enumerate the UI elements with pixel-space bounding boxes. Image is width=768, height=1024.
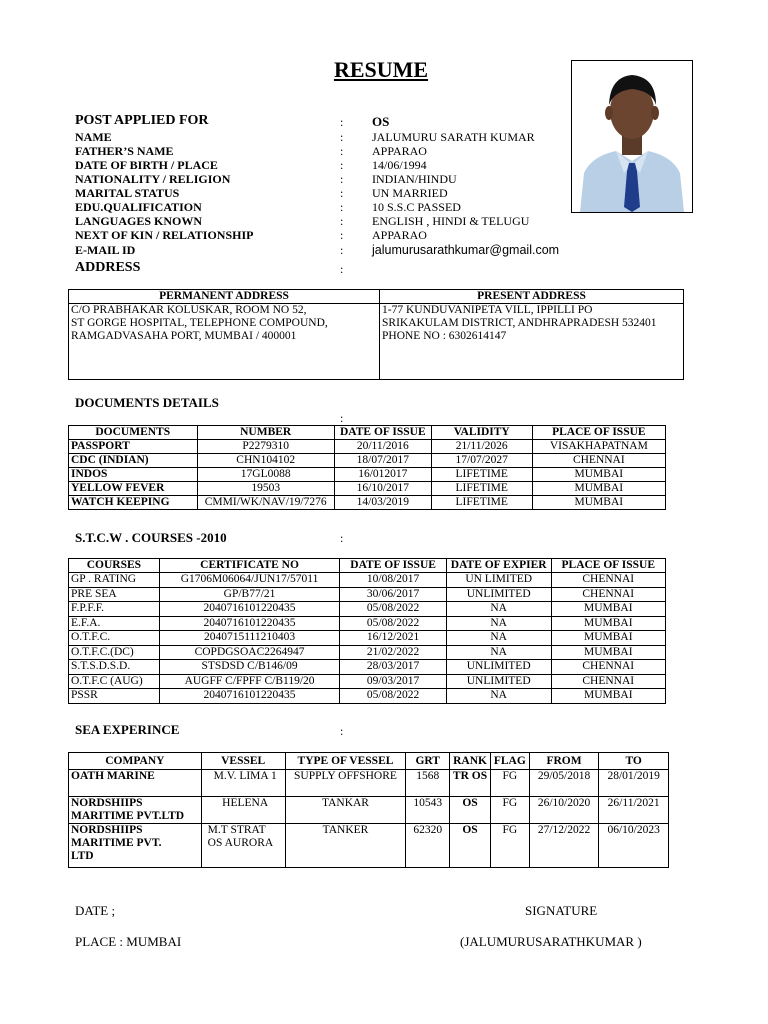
- table-cell: 28/01/2019: [599, 770, 669, 797]
- table-row: [69, 770, 669, 797]
- table-cell: NA: [446, 616, 551, 631]
- field-label: LANGUAGES KNOWN: [75, 214, 203, 228]
- table-cell: MUMBAI: [551, 631, 665, 646]
- field-label: NEXT OF KIN / RELATIONSHIP: [75, 228, 254, 242]
- table-cell: 62320: [406, 824, 450, 868]
- table-cell: SUPPLY OFFSHORE: [285, 770, 406, 797]
- table-cell: MUMBAI: [532, 482, 665, 496]
- table-cell: 2040716101220435: [159, 602, 340, 617]
- table-cell: [201, 797, 285, 824]
- field-colon: :: [340, 262, 344, 276]
- table-cell: 05/08/2022: [340, 616, 447, 631]
- column-header: CERTIFICATE NO: [159, 559, 340, 573]
- table-cell: CHN104102: [197, 454, 334, 468]
- present-address-cell: [380, 304, 684, 380]
- table-cell: GP/B77/21: [159, 587, 340, 602]
- table-cell: TR OS: [450, 770, 491, 797]
- field-label: DATE OF BIRTH / PLACE: [75, 158, 218, 172]
- documents-table: [68, 425, 666, 510]
- table-cell: 10/08/2017: [340, 573, 447, 588]
- field-colon: :: [340, 243, 344, 257]
- column-header: FROM: [529, 753, 599, 770]
- table-cell: [201, 770, 285, 797]
- table-cell: STSDSD C/B146/09: [159, 660, 340, 675]
- field-label: POST APPLIED FOR: [75, 113, 209, 128]
- table-header-row: [69, 753, 669, 770]
- table-row: [69, 496, 666, 510]
- field-colon: :: [340, 144, 344, 158]
- table-cell: TANKAR: [285, 797, 406, 824]
- table-cell: CHENNAI: [532, 454, 665, 468]
- table-cell: CDC (INDIAN): [69, 454, 198, 468]
- table-cell: 28/03/2017: [340, 660, 447, 675]
- cell-line: NORDSHIIPS: [71, 797, 143, 809]
- table-cell: [69, 797, 202, 824]
- table-row: [69, 454, 666, 468]
- table-cell: VISAKHAPATNAM: [532, 440, 665, 454]
- field-colon: :: [340, 200, 344, 214]
- field-label: ADDRESS: [75, 260, 141, 275]
- table-cell: 16/10/2017: [334, 482, 431, 496]
- table-cell: YELLOW FEVER: [69, 482, 198, 496]
- table-cell: 21/11/2026: [431, 440, 532, 454]
- courses-heading: S.T.C.W . COURSES -2010: [75, 530, 227, 545]
- table-cell: O.T.F.C.: [69, 631, 160, 646]
- column-header: TO: [599, 753, 669, 770]
- table-row: [69, 616, 666, 631]
- column-header: DATE OF EXPIER: [446, 559, 551, 573]
- table-cell: MUMBAI: [551, 602, 665, 617]
- table-cell: 2040715111210403: [159, 631, 340, 646]
- column-header: RANK: [450, 753, 491, 770]
- table-cell: PRE SEA: [69, 587, 160, 602]
- table-cell: P2279310: [197, 440, 334, 454]
- field-colon: :: [340, 158, 344, 172]
- table-row: [69, 689, 666, 704]
- table-header-row: [69, 426, 666, 440]
- cell-line: HELENA: [222, 797, 269, 809]
- field-value: JALUMURU SARATH KUMAR: [372, 130, 535, 144]
- column-header: COURSES: [69, 559, 160, 573]
- field-value: APPARAO: [372, 144, 427, 158]
- table-row: [69, 645, 666, 660]
- column-header: TYPE OF VESSEL: [285, 753, 406, 770]
- sea-experience-table: [68, 752, 669, 868]
- table-cell: 17/07/2027: [431, 454, 532, 468]
- sea-heading: SEA EXPERINCE: [75, 722, 180, 737]
- table-cell: 06/10/2023: [599, 824, 669, 868]
- present-address-line: PHONE NO : 6302614147: [382, 330, 507, 342]
- field-colon: :: [340, 115, 344, 129]
- table-cell: [69, 770, 202, 797]
- table-cell: PASSPORT: [69, 440, 198, 454]
- table-row: [69, 440, 666, 454]
- table-cell: 26/10/2020: [529, 797, 599, 824]
- table-cell: WATCH KEEPING: [69, 496, 198, 510]
- table-cell: 10543: [406, 797, 450, 824]
- table-cell: NA: [446, 602, 551, 617]
- table-cell: 05/08/2022: [340, 602, 447, 617]
- table-cell: AUGFF C/FPFF C/B119/20: [159, 674, 340, 689]
- field-colon: :: [340, 228, 344, 242]
- signature-label: SIGNATURE: [525, 903, 598, 918]
- table-cell: UNLIMITED: [446, 660, 551, 675]
- field-value: jalumurusarathkumar@gmail.com: [372, 243, 560, 257]
- table-cell: MUMBAI: [551, 689, 665, 704]
- table-cell: MUMBAI: [532, 496, 665, 510]
- table-row: [69, 660, 666, 675]
- field-label: EDU.QUALIFICATION: [75, 200, 202, 214]
- table-cell: 21/02/2022: [340, 645, 447, 660]
- field-label: MARITAL STATUS: [75, 186, 180, 200]
- field-label: NATIONALITY / RELIGION: [75, 172, 231, 186]
- table-cell: NA: [446, 645, 551, 660]
- table-cell: 18/07/2017: [334, 454, 431, 468]
- table-cell: CMMI/WK/NAV/19/7276: [197, 496, 334, 510]
- column-header: FLAG: [490, 753, 529, 770]
- present-address-header: PRESENT ADDRESS: [380, 290, 684, 304]
- field-label: E-MAIL ID: [75, 243, 136, 257]
- field-value: ENGLISH , HINDI & TELUGU: [372, 214, 530, 228]
- table-cell: E.F.A.: [69, 616, 160, 631]
- column-header: DATE OF ISSUE: [334, 426, 431, 440]
- table-cell: UNLIMITED: [446, 587, 551, 602]
- table-cell: 16/12/2021: [340, 631, 447, 646]
- address-table: [68, 289, 684, 380]
- table-row: [69, 587, 666, 602]
- table-cell: 1568: [406, 770, 450, 797]
- table-cell: G1706M06064/JUN17/57011: [159, 573, 340, 588]
- table-cell: S.T.S.D.S.D.: [69, 660, 160, 675]
- column-header: DOCUMENTS: [69, 426, 198, 440]
- table-cell: OS: [450, 824, 491, 868]
- table-row: [69, 468, 666, 482]
- permanent-address-line: C/O PRABHAKAR KOLUSKAR, ROOM NO 52,: [71, 304, 307, 316]
- table-cell: 19503: [197, 482, 334, 496]
- date-label: DATE ;: [75, 903, 116, 918]
- table-cell: 29/05/2018: [529, 770, 599, 797]
- cell-line: OS AURORA: [207, 837, 274, 849]
- cell-line: MARITIME PVT.: [71, 837, 162, 849]
- table-cell: UN LIMITED: [446, 573, 551, 588]
- table-cell: PSSR: [69, 689, 160, 704]
- sea-colon: :: [340, 724, 344, 738]
- documents-heading: DOCUMENTS DETAILS: [75, 395, 219, 410]
- profile-photo: [571, 60, 693, 213]
- table-cell: INDOS: [69, 468, 198, 482]
- table-cell: FG: [490, 797, 529, 824]
- table-cell: TANKER: [285, 824, 406, 868]
- table-cell: 27/12/2022: [529, 824, 599, 868]
- documents-colon: :: [340, 411, 344, 425]
- table-cell: LIFETIME: [431, 482, 532, 496]
- field-label: NAME: [75, 130, 112, 144]
- table-cell: 14/03/2019: [334, 496, 431, 510]
- table-cell: 26/11/2021: [599, 797, 669, 824]
- table-cell: 16/012017: [334, 468, 431, 482]
- table-row: [69, 797, 669, 824]
- column-header: PLACE OF ISSUE: [551, 559, 665, 573]
- cell-line: NORDSHIIPS: [71, 824, 143, 836]
- table-cell: 17GL0088: [197, 468, 334, 482]
- table-header-row: [69, 559, 666, 573]
- table-row: [69, 674, 666, 689]
- field-colon: :: [340, 130, 344, 144]
- cell-line: M.V. LIMA 1: [213, 770, 277, 782]
- table-cell: 2040716101220435: [159, 616, 340, 631]
- place-label: PLACE : MUMBAI: [75, 934, 182, 949]
- column-header: DATE OF ISSUE: [340, 559, 447, 573]
- cell-line: MARITIME PVT.LTD: [71, 810, 185, 822]
- person-photo-icon: [572, 61, 692, 212]
- table-cell: LIFETIME: [431, 468, 532, 482]
- table-cell: MUMBAI: [551, 645, 665, 660]
- courses-table: [68, 558, 666, 704]
- table-cell: 20/11/2016: [334, 440, 431, 454]
- table-cell: FG: [490, 824, 529, 868]
- field-colon: :: [340, 186, 344, 200]
- resume-title: RESUME: [333, 57, 429, 82]
- field-colon: :: [340, 172, 344, 186]
- table-cell: MUMBAI: [532, 468, 665, 482]
- table-cell: OS: [450, 797, 491, 824]
- table-row: [69, 602, 666, 617]
- table-cell: 05/08/2022: [340, 689, 447, 704]
- field-value: APPARAO: [372, 228, 427, 242]
- table-row: [69, 824, 669, 868]
- courses-colon: :: [340, 531, 344, 545]
- present-address-line: SRIKAKULAM DISTRICT, ANDHRAPRADESH 532401: [382, 317, 657, 329]
- table-cell: 09/03/2017: [340, 674, 447, 689]
- cell-line: M.T STRAT: [207, 824, 266, 836]
- permanent-address-header: PERMANENT ADDRESS: [69, 290, 380, 304]
- table-cell: O.T.F.C (AUG): [69, 674, 160, 689]
- column-header: VESSEL: [201, 753, 285, 770]
- table-cell: LIFETIME: [431, 496, 532, 510]
- permanent-address-line: ST GORGE HOSPITAL, TELEPHONE COMPOUND,: [71, 317, 328, 329]
- table-cell: 2040716101220435: [159, 689, 340, 704]
- table-cell: FG: [490, 770, 529, 797]
- table-row: [69, 482, 666, 496]
- table-cell: COPDGSOAC2264947: [159, 645, 340, 660]
- table-cell: GP . RATING: [69, 573, 160, 588]
- field-value: INDIAN/HINDU: [372, 172, 457, 186]
- field-value: OS: [372, 114, 390, 129]
- column-header: GRT: [406, 753, 450, 770]
- field-value: 10 S.S.C PASSED: [372, 200, 461, 214]
- field-value: 14/06/1994: [372, 158, 427, 172]
- field-value: UN MARRIED: [372, 186, 448, 200]
- table-row: [69, 573, 666, 588]
- table-cell: MUMBAI: [551, 616, 665, 631]
- column-header: NUMBER: [197, 426, 334, 440]
- table-cell: F.P.F.F.: [69, 602, 160, 617]
- table-cell: NA: [446, 689, 551, 704]
- table-row: [69, 631, 666, 646]
- table-cell: 30/06/2017: [340, 587, 447, 602]
- table-cell: UNLIMITED: [446, 674, 551, 689]
- table-cell: CHENNAI: [551, 660, 665, 675]
- cell-line: OATH MARINE: [71, 770, 155, 782]
- signature-name: (JALUMURUSARATHKUMAR ): [460, 934, 642, 949]
- table-cell: O.T.F.C.(DC): [69, 645, 160, 660]
- permanent-address-line: RAMGADVASAHA PORT, MUMBAI / 400001: [71, 330, 297, 342]
- table-cell: CHENNAI: [551, 587, 665, 602]
- table-cell: CHENNAI: [551, 573, 665, 588]
- table-cell: [69, 824, 202, 868]
- field-label: FATHER’S NAME: [75, 144, 174, 158]
- column-header: COMPANY: [69, 753, 202, 770]
- table-cell: CHENNAI: [551, 674, 665, 689]
- present-address-line: 1-77 KUNDUVANIPETA VILL, IPPILLI PO: [382, 304, 593, 316]
- table-cell: [201, 824, 285, 868]
- permanent-address-cell: [69, 304, 380, 380]
- cell-line: LTD: [71, 850, 94, 862]
- table-cell: NA: [446, 631, 551, 646]
- field-colon: :: [340, 214, 344, 228]
- column-header: PLACE OF ISSUE: [532, 426, 665, 440]
- column-header: VALIDITY: [431, 426, 532, 440]
